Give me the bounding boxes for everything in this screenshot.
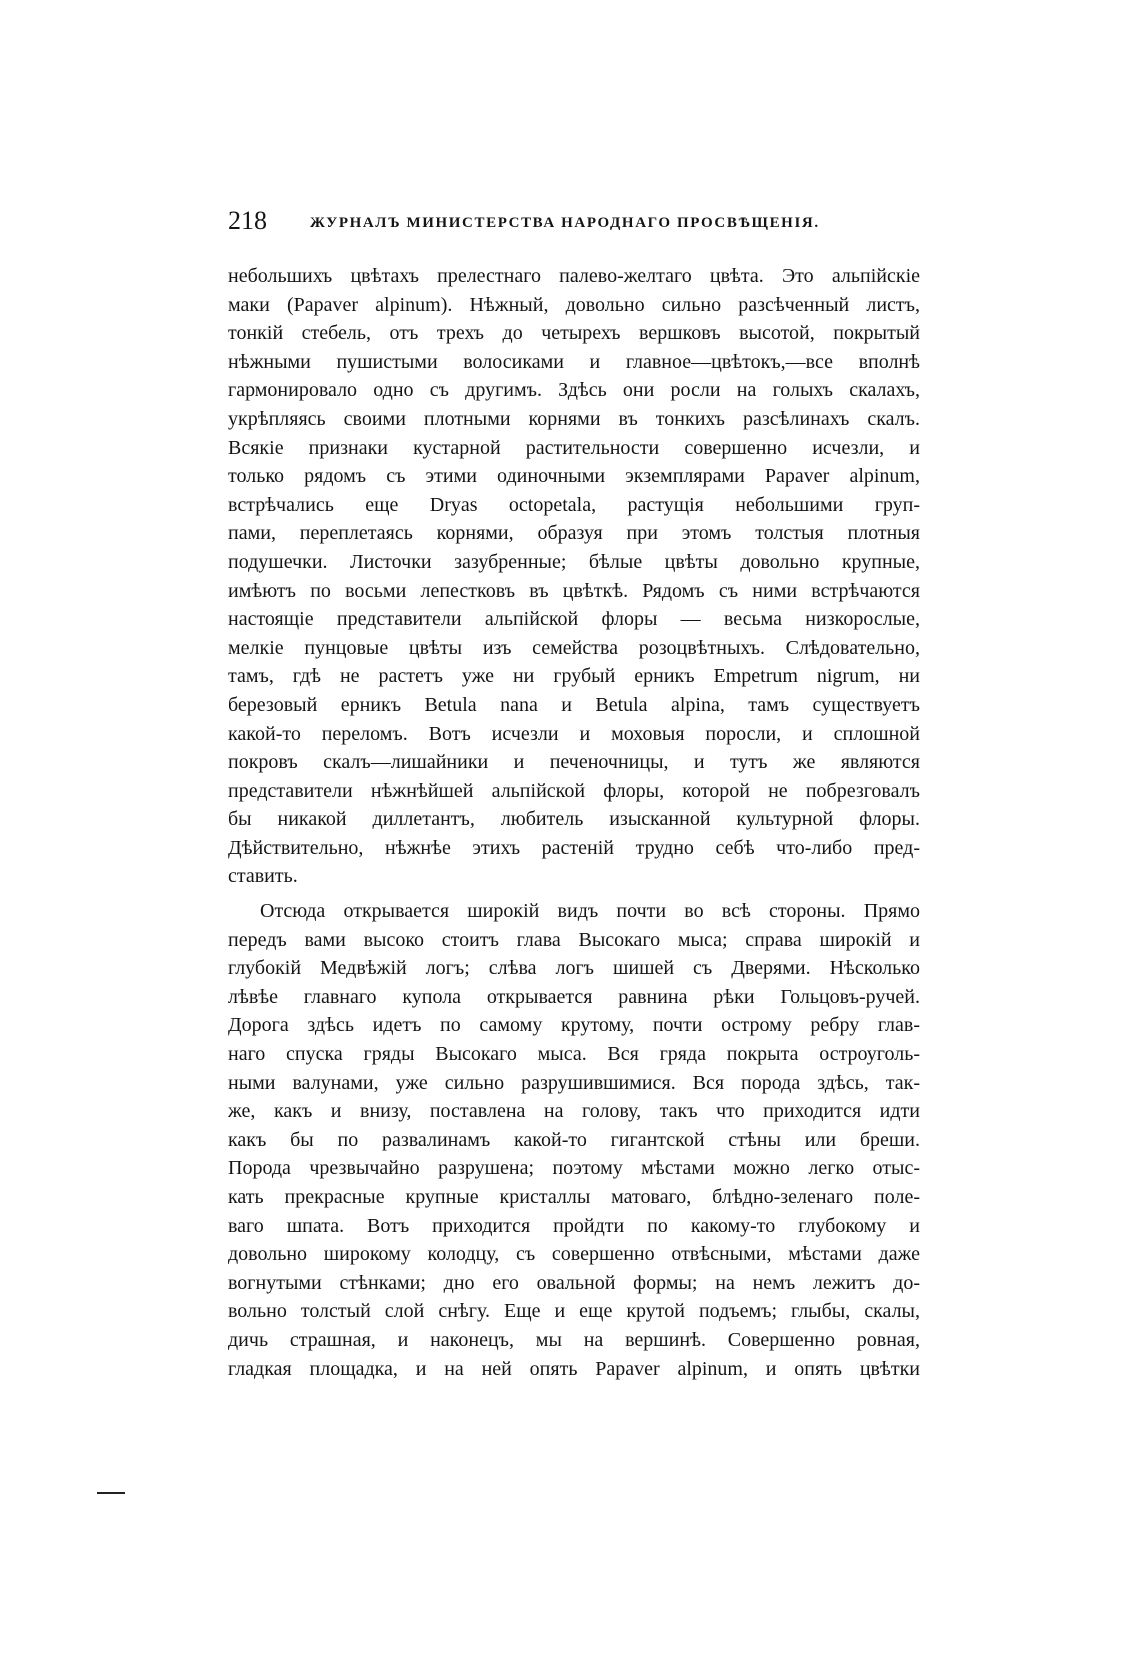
text-line: бы никакой диллетантъ, любитель изысканной культурной флоры. [228,808,920,831]
text-line: подушечки. Листочки зазубренные; бѣлые цвѣты довольно крупные, [228,550,920,573]
text-line: ставить. [228,865,298,888]
page-header [228,203,920,239]
text-line: мелкіе пунцовые цвѣты изъ семейства розоцвѣтныхъ. Слѣдовательно, [228,636,920,659]
text-line: ными валунами, уже сильно разрушившимися. Вся порода здѣсь, так- [228,1071,920,1094]
text-line: небольшихъ цвѣтахъ прелестнаго палево-желтаго цвѣта. Это альпійскіе [228,265,920,287]
text-line: тамъ, гдѣ не растетъ уже ни грубый ерникъ Empetrum nigrum, ни [228,665,920,688]
text-line: березовый ерникъ Betula nana и Betula alpina, тамъ существуетъ [228,693,920,716]
text-line: покровъ скалъ—лишайники и печеночницы, и тутъ же являются [228,751,920,774]
text-line: встрѣчались еще Dryas octopetala, растущія небольшими груп- [228,493,920,516]
text-line: наго спуска гряды Высокаго мыса. Вся гряда покрыта остроуголь- [228,1043,920,1066]
body-text [228,262,920,1383]
text-line: довольно широкому колодцу, съ совершенно отвѣсными, мѣстами даже [228,1243,920,1266]
text-line: Всякіе признаки кустарной растительности совершенно исчезли, и [228,436,920,459]
text-line: укрѣпляясь своими плотными корнями въ тонкихъ разсѣлинахъ скалъ. [228,407,920,430]
text-line: настоящіе представители альпійской флоры — весьма низкорослые, [228,608,920,631]
text-line: только рядомъ съ этими одиночными экземплярами Papaver alpinum, [228,465,920,488]
text-line: представители нѣжнѣйшей альпійской флоры, которой не побрезговалъ [228,779,920,802]
text-line: какъ бы по развалинамъ какой-то гигантской стѣны или бреши. [228,1128,920,1151]
text-line: имѣютъ по восьми лепестковъ въ цвѣткѣ. Рядомъ съ ними встрѣчаются [228,579,920,602]
text-line: лѣвѣе главнаго купола открывается равнина рѣки Гольцовъ-ручей. [228,985,920,1008]
text-line: передъ вами высоко стоитъ глава Высокаго мыса; справа широкій и [228,928,920,951]
text-line: вогнутыми стѣнками; дно его овальной формы; на немъ лежитъ до- [228,1271,920,1294]
text-line: Отсюда открывается широкій видъ почти во всѣ стороны. Прямо [260,900,920,923]
text-line: вольно толстый слой снѣгу. Еще и еще крутой подъемъ; глыбы, скалы, [228,1300,920,1323]
running-title: ЖУРНАЛЪ МИНИСТЕРСТВА НАРОДНАГО ПРОСВѢЩЕНІЯ. [310,215,820,231]
text-line: глубокій Медвѣжій логъ; слѣва логъ шишей съ Дверями. Нѣсколько [228,957,920,980]
text-line: какой-то переломъ. Вотъ исчезли и моховыя поросли, и сплошной [228,722,920,745]
paragraph-1 [228,262,920,891]
text-line: Дорога здѣсь идетъ по самому крутому, почти острому ребру глав- [228,1014,920,1037]
text-line: маки (Papaver alpinum). Нѣжный, довольно сильно разсѣченный листъ, [228,293,920,316]
text-line: Дѣйствительно, нѣжнѣе этихъ растеній трудно себѣ что-либо пред- [228,836,920,859]
text-line: кать прекрасные крупные кристаллы матоваго, блѣдно-зеленаго поле- [228,1186,920,1208]
text-line: нѣжными пушистыми волосиками и главное—цвѣтокъ,—все вполнѣ [228,350,920,373]
paragraph-2 [228,897,920,1383]
text-line: гладкая площадка, и на ней опять Papaver alpinum, и опять цвѣтки [228,1357,920,1380]
text-line: ваго шпата. Вотъ приходится пройдти по какому-то глубокому и [228,1214,920,1237]
page-number: 218 [228,206,267,235]
text-line: тонкій стебель, отъ трехъ до четырехъ вершковъ высотой, покрытый [228,322,920,345]
text-line: пами, переплетаясь корнями, образуя при этомъ толстыя плотныя [228,522,920,545]
text-line: дичь страшная, и наконецъ, мы на вершинѣ. Совершенно ровная, [228,1328,920,1351]
scan-edge-mark [97,1492,125,1494]
text-line: же, какъ и внизу, поставлена на голову, такъ что приходится идти [228,1100,920,1123]
text-line: Порода чрезвычайно разрушена; поэтому мѣстами можно легко отыс- [228,1157,920,1180]
text-line: гармонировало одно съ другимъ. Здѣсь они росли на голыхъ скалахъ, [228,379,920,402]
